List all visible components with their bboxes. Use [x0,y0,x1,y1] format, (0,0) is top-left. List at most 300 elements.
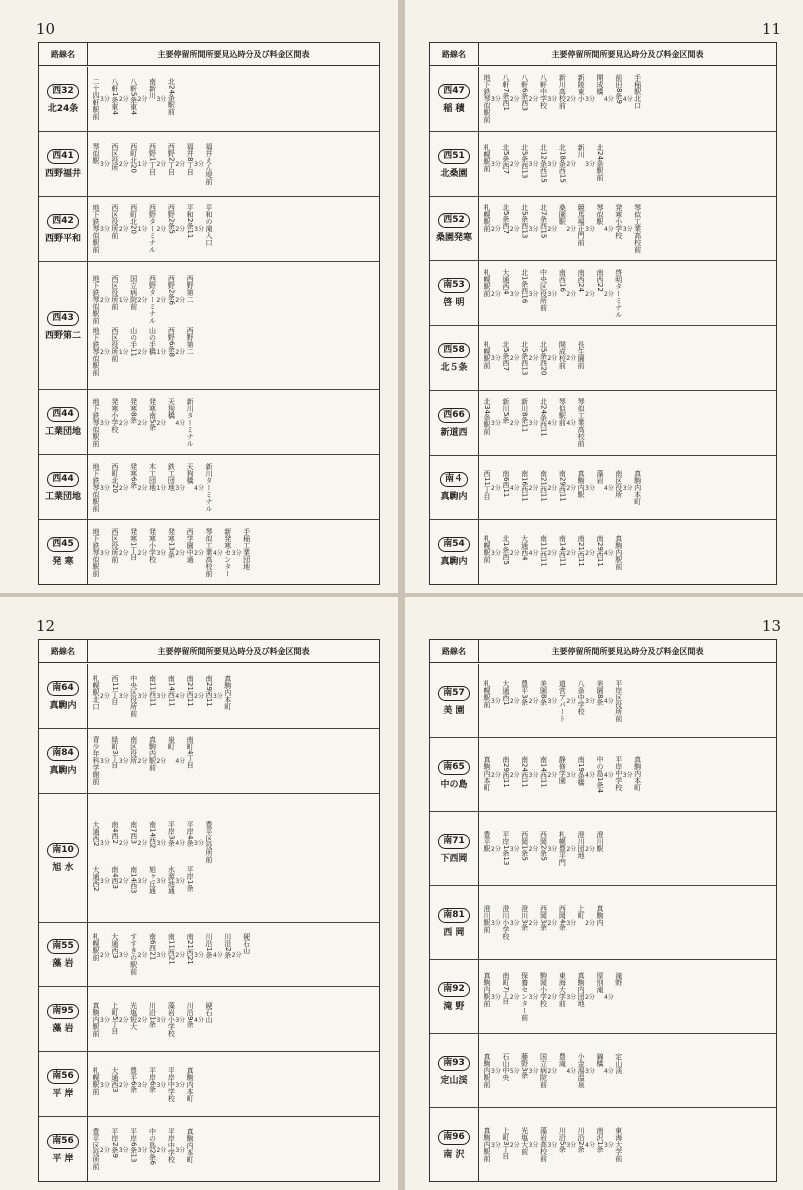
route-title: 中の島 [440,779,468,790]
travel-time: 3分 [156,1016,167,1024]
travel-time: 4分 [585,771,595,779]
bus-stop: 札幌駅前 [92,933,100,962]
bus-stop: 西野2条6 [167,275,176,305]
travel-time: 3分 [528,1142,539,1149]
travel-time: 2分 [156,419,167,427]
bus-stop: 豊平区役所前 [204,821,213,864]
route-row [430,391,776,456]
travel-time: 2分 [137,349,148,356]
bus-stop: 静修学園 [558,756,567,785]
bus-stop: 南14西3 [129,866,138,894]
bus-stop: 南11西21 [167,933,176,966]
route-number-badge: 南84 [47,746,79,761]
bus-stop: 光塩短大 [129,1001,138,1030]
stop-diagram [88,1052,379,1116]
bus-stop: 真駒内本町 [186,1128,195,1164]
route-name-cell [430,132,479,196]
bus-stop: 南24西11 [520,756,529,788]
route-row [430,520,776,584]
table-header [39,640,379,663]
travel-time: 2分 [100,297,110,304]
route-row [430,197,776,262]
col-main-stops: 主要停留所間所要見込時分及び料金区間表 [551,646,704,656]
route-name-cell [39,132,88,196]
stop-line [92,143,375,185]
travel-time: 3分 [585,1068,595,1075]
bus-stop: 平和の滝入口 [204,204,213,247]
bus-stop: 川沿2条 [223,933,232,959]
route-row [39,1117,379,1181]
bus-stop: 東海大学前 [558,972,567,1007]
bus-stop: 西野2丁目 [167,142,176,176]
travel-time: 3分 [509,846,520,853]
route-number-badge: 西44 [47,407,79,422]
stop-diagram [479,391,776,455]
travel-time: 3分 [491,96,501,104]
bus-stop: 西岡4条 [558,905,567,931]
bus-stop: 大通西2 [92,866,100,892]
table-header [430,43,776,66]
route-title: 美 園 [443,705,465,716]
route-number-badge: 西47 [438,84,470,99]
bus-stop: 真駒内 [595,905,604,926]
stop-line [483,972,772,1021]
travel-time: 3分 [547,1142,558,1149]
stop-diagram [479,520,776,584]
bus-stop: 開成校前 [558,340,567,369]
stop-diagram [88,455,379,519]
stop-diagram [479,261,776,325]
bus-stop: 大通西3 [110,1066,119,1093]
travel-time: 4分 [509,484,520,492]
bus-stop: 発寒小学校 [110,397,119,433]
bus-stop: 琴似工業高校前 [577,398,586,448]
travel-time: 3分 [622,771,633,779]
bus-stop: 八軒6条西3 [520,74,529,112]
stop-diagram [88,664,379,728]
travel-time: 2分 [547,484,558,492]
travel-time: 2分 [547,355,558,363]
travel-time: 2分 [491,484,501,492]
bus-stop: 南西16 [558,268,567,292]
bus-stop: 発寒小学校 [148,527,157,563]
stop-line [92,866,375,894]
bus-stop: 手稲駅北口 [633,74,642,110]
stop-diagram [88,987,379,1051]
route-name-cell [430,261,479,325]
route-title: 旭 水 [52,862,74,873]
travel-time: 2分 [491,846,501,853]
travel-time: 4分 [603,484,614,492]
stop-line [92,736,375,785]
route-name-cell [430,664,479,737]
bus-stop: 地下鉄琴似駅前 [92,397,100,447]
travel-time: 2分 [491,225,501,233]
bus-stop: 西11丁目 [483,469,491,500]
travel-time: 3分 [194,951,204,959]
route-number-badge: 南93 [438,1056,470,1071]
bus-stop: 南21西11 [186,674,195,707]
bus-stop: 南4西2 [110,821,119,845]
travel-time: 3分 [491,420,501,428]
route-name-cell [430,738,479,811]
bus-stop: 八軒1条東4 [110,77,119,115]
route-name-cell [430,520,479,584]
travel-time: 2分 [137,758,148,766]
travel-time: 2分 [566,846,577,853]
bus-stop: 東海大学前 [614,1127,623,1162]
bus-stop: 琴似駅前 [558,398,567,427]
bus-stop: 真駒内本町 [633,469,642,505]
stop-diagram [479,197,776,261]
route-number-badge: 南56 [47,1134,79,1149]
bus-stop: 南西22 [595,268,604,292]
bus-stop: 鉄工団地 [167,462,176,491]
travel-time: 3分 [175,484,186,492]
travel-time: 2分 [156,1146,167,1154]
travel-time: 3分 [156,877,167,885]
route-title: 西 岡 [443,927,465,938]
bus-stop: 天狗橋 [186,462,195,484]
travel-time: 2分 [566,698,577,705]
bus-stop: 大通西1 [501,679,510,705]
travel-time: 2分 [547,771,558,779]
travel-time: 2分 [118,484,129,492]
travel-time: 3分 [100,419,110,427]
travel-time: 2分 [231,951,242,959]
route-title: 西野平和 [44,233,81,244]
bus-stop: 平和2条11 [186,204,195,239]
travel-time: 5分 [509,1068,520,1075]
route-table [38,639,380,1182]
bus-stop: 西区役所前 [110,327,119,362]
travel-time: 3分 [528,225,539,233]
bus-stop: 藤野3条 [520,1053,529,1079]
stop-line [483,535,772,570]
bus-stop: 琴似工業高校前 [204,527,213,577]
travel-time: 3分 [622,484,633,492]
stop-line [92,204,375,253]
bus-stop: 旭ヶ丘通 [148,866,157,895]
travel-time: 3分 [528,161,539,169]
stop-diagram [479,326,776,390]
bus-stop: 中の島1条4 [595,756,604,793]
route-number-badge: 南64 [47,681,79,696]
bus-stop: 新発寒センター [223,527,232,577]
stop-diagram [479,812,776,885]
travel-time: 3分 [566,920,577,927]
travel-time: 2分 [175,549,186,557]
bus-stop: 国立病院前 [539,1053,548,1088]
route-name-cell [430,456,479,520]
route-title: 真駒内 [440,492,468,503]
travel-time: 2分 [137,297,148,304]
col-route-name: 路線名 [39,640,88,662]
bus-stop: 真駒内駅前 [483,1127,491,1162]
bus-stop: 大通西2 [92,821,100,847]
bus-stop: 北5条西7 [501,203,510,234]
travel-time: 3分 [528,1068,539,1075]
travel-time: 3分 [547,290,558,298]
travel-time: 3分 [528,994,539,1001]
bus-stop: 南町7丁目 [501,972,510,1005]
route-table [38,42,380,585]
travel-time: 2分 [566,355,577,363]
travel-time: 3分 [231,549,242,557]
travel-time: 3分 [100,484,110,492]
bus-stop: 真駒内駅前 [614,534,623,570]
route-title: 北桑園 [440,168,468,179]
bus-stop: 中央区役所前 [129,674,138,717]
travel-time: 3分 [156,951,167,959]
bus-stop: 泉町 [167,736,176,751]
travel-time: 2分 [137,951,148,959]
stop-line [483,144,772,183]
travel-time: 2分 [100,349,110,356]
bus-stop: 南西24 [577,268,586,292]
bus-stop: 北5条西13 [520,340,529,376]
travel-time: 4分 [175,693,186,701]
travel-time: 3分 [100,226,110,234]
bus-stop: 平岸4条 [186,821,195,847]
route-title: 啓 明 [443,298,465,309]
travel-time: 4分 [547,420,558,428]
bus-stop: 北7条西15 [539,203,548,239]
bus-stop: 西町北20 [129,142,138,173]
bus-stop: 天狗橋 [167,397,176,419]
route-number-badge: 南92 [438,982,470,997]
bus-stop: 南町4丁目 [186,736,195,769]
stop-line [483,680,772,722]
stop-line [483,341,772,375]
travel-time: 2分 [509,420,520,428]
bus-stop: 藻岩 [595,469,604,484]
travel-time: 4分 [603,96,614,104]
bus-stop: 桑園駅 [558,203,567,225]
bus-stop: 澄川3条 [520,905,529,931]
travel-time: 2分 [566,290,577,298]
bus-stop: 西区役所前 [110,275,119,310]
bus-stop: 前田8条9 [614,74,623,105]
route-number-badge: 西43 [47,311,79,326]
bus-stop: 北1条西5 [501,534,510,565]
travel-time: 2分 [137,484,148,492]
bus-stop: 錦橋 [595,1053,604,1067]
stop-diagram [479,132,776,196]
stop-diagram [479,664,776,737]
bus-stop: 南14西11 [558,534,567,567]
bus-stop: 地下鉄琴似駅前 [483,74,491,124]
route-number-badge: 西42 [47,214,79,229]
bus-stop: 中央区役所前 [539,268,548,311]
travel-time: 2分 [175,349,186,356]
travel-time: 1分 [156,349,167,356]
travel-time: 3分 [156,549,167,557]
stop-diagram [88,390,379,454]
travel-time: 4分 [603,771,614,779]
route-title: 真駒内 [49,765,77,776]
bus-stop: 西岡2条5 [539,831,548,861]
bus-stop: 西野第二 [186,327,195,355]
stop-diagram [479,1108,776,1181]
route-row [39,390,379,455]
bus-stop: 石山中央 [501,1053,510,1081]
travel-time: 3分 [118,951,129,959]
bus-stop: 新川ターミナル [186,397,195,447]
bus-stop: 発寒南5条 [148,397,157,431]
bus-stop: 小金湯温泉 [577,1053,586,1088]
travel-time: 2分 [491,771,501,779]
travel-time: 2分 [566,484,577,492]
stop-line [92,1067,375,1102]
bus-stop: 澄川駅前 [483,905,491,933]
route-row [39,987,379,1052]
bus-stop: 札幌駅前 [483,203,491,232]
stop-line [483,756,772,793]
route-row [39,132,379,197]
route-row [39,664,379,729]
travel-time: 2分 [547,920,558,927]
route-rows [430,67,776,584]
travel-time: 4分 [175,758,186,766]
travel-time: 2分 [528,846,539,853]
travel-time: 3分 [509,920,520,927]
travel-time: 2分 [547,1068,558,1075]
bus-stop: 北12条西15 [539,144,548,184]
route-number-badge: 南54 [438,537,470,552]
bus-stop: 新川高校前 [558,74,567,110]
bus-stop: 南16西11 [520,469,529,502]
stop-line [483,74,772,123]
bus-stop: 南21西11 [577,534,586,567]
travel-time: 3分 [100,839,110,847]
travel-time: 3分 [491,994,501,1001]
bus-stop: 青少年科学館前 [92,736,100,786]
travel-time: 1分 [137,161,148,169]
travel-time: 3分 [528,771,539,779]
travel-time: 2分 [118,877,129,885]
stop-diagram [479,960,776,1033]
bus-stop: 西岡1条5 [520,831,529,861]
travel-time: 2分 [156,758,167,766]
travel-time: 4分 [603,994,614,1001]
route-row [430,664,776,738]
bus-stop: 川沿5条 [558,1127,567,1153]
bus-stop: 発寒1丁目 [129,527,138,561]
route-number-badge: 南53 [438,278,470,293]
travel-time: 4分 [212,951,223,959]
route-title: 滝 野 [443,1001,465,1012]
bus-stop: 保養センター前 [520,972,529,1021]
bus-stop: 北24条西11 [539,398,548,437]
travel-time: 3分 [491,698,501,705]
travel-time: 2分 [156,297,167,304]
travel-time: 3分 [491,1142,501,1149]
bus-stop: 北24条駅前 [167,77,176,115]
travel-time: 2分 [585,846,595,853]
route-row [430,261,776,326]
travel-time: 3分 [156,96,167,104]
travel-time: 4分 [585,1142,595,1149]
bus-stop: 真駒内駅前 [483,972,491,1007]
travel-time: 3分 [212,693,223,701]
bus-stop: 西町北20 [129,204,138,235]
bus-stop: 新川 [577,144,586,159]
travel-time: 2分 [137,839,148,847]
travel-time: 4分 [603,698,614,705]
travel-time: 2分 [137,419,148,427]
route-title: 工業団地 [44,427,81,438]
bus-stop: 西11丁目 [110,674,119,705]
route-title: 北24条 [47,103,79,114]
bus-stop: 北18条西15 [558,144,567,184]
route-row [430,960,776,1034]
bus-stop: 西学園中通 [186,527,195,563]
travel-time: 4分 [622,96,633,104]
bus-stop: 澄川団地 [577,831,586,859]
travel-time: 2分 [509,225,520,233]
stop-line [92,1128,375,1170]
travel-time: 3分 [118,758,129,766]
bus-stop: 福井えん堤前 [204,142,213,185]
bus-stop: 道営アパート [558,679,567,722]
bus-stop: 地下鉄琴似駅前 [92,527,100,577]
bus-stop: 新川8条11 [520,398,529,433]
bus-stop: 札幌駅前 [483,340,491,369]
bus-stop: 澄川駅 [595,831,604,852]
route-title: 北５条 [440,362,468,373]
stop-diagram [88,67,379,131]
route-name-cell [39,987,88,1051]
route-row [430,326,776,391]
bus-stop: 山の手橋 [148,327,157,355]
bus-stop: 手稲工業団地 [242,527,251,570]
travel-time: 3分 [547,846,558,853]
route-number-badge: 西32 [47,84,79,99]
bus-stop: 西野ターミナル [148,204,157,254]
col-main-stops: 主要停留所間所要見込時分及び料金区間表 [157,646,310,656]
route-name-cell [430,960,479,1033]
bus-stop: 琴似駅 [92,142,100,164]
bus-stop: 札幌駅前 [92,1066,100,1095]
travel-time: 2分 [528,484,539,492]
route-row [430,67,776,132]
travel-time: 2分 [509,771,520,779]
route-title: 下西岡 [440,853,468,864]
bus-stop: 開成橋 [595,74,604,96]
travel-time: 4分 [603,549,614,557]
travel-time: 2分 [585,994,595,1001]
bus-stop: 南区役所 [614,469,623,498]
bus-stop: 西野1丁目 [148,142,157,176]
stop-diagram [88,520,379,584]
travel-time: 3分 [491,1068,501,1075]
travel-time: 3分 [100,549,110,557]
bus-stop: 啓明ターミナル [614,268,623,318]
route-row [39,1052,379,1117]
route-number-badge: 南10 [47,843,79,858]
travel-time: 2分 [585,549,595,557]
bus-stop: 競馬場正門前 [577,203,586,246]
travel-time: 4分 [212,549,223,557]
travel-time: 2分 [603,290,614,298]
bus-stop: 川沿2条 [577,1127,586,1153]
travel-time: 3分 [175,1146,186,1154]
bus-stop: 平岸中学校 [167,1128,176,1164]
bus-stop: 上町3丁目 [501,1127,510,1160]
stop-line [483,905,772,940]
bus-stop: 地下鉄琴似駅前 [92,327,100,376]
